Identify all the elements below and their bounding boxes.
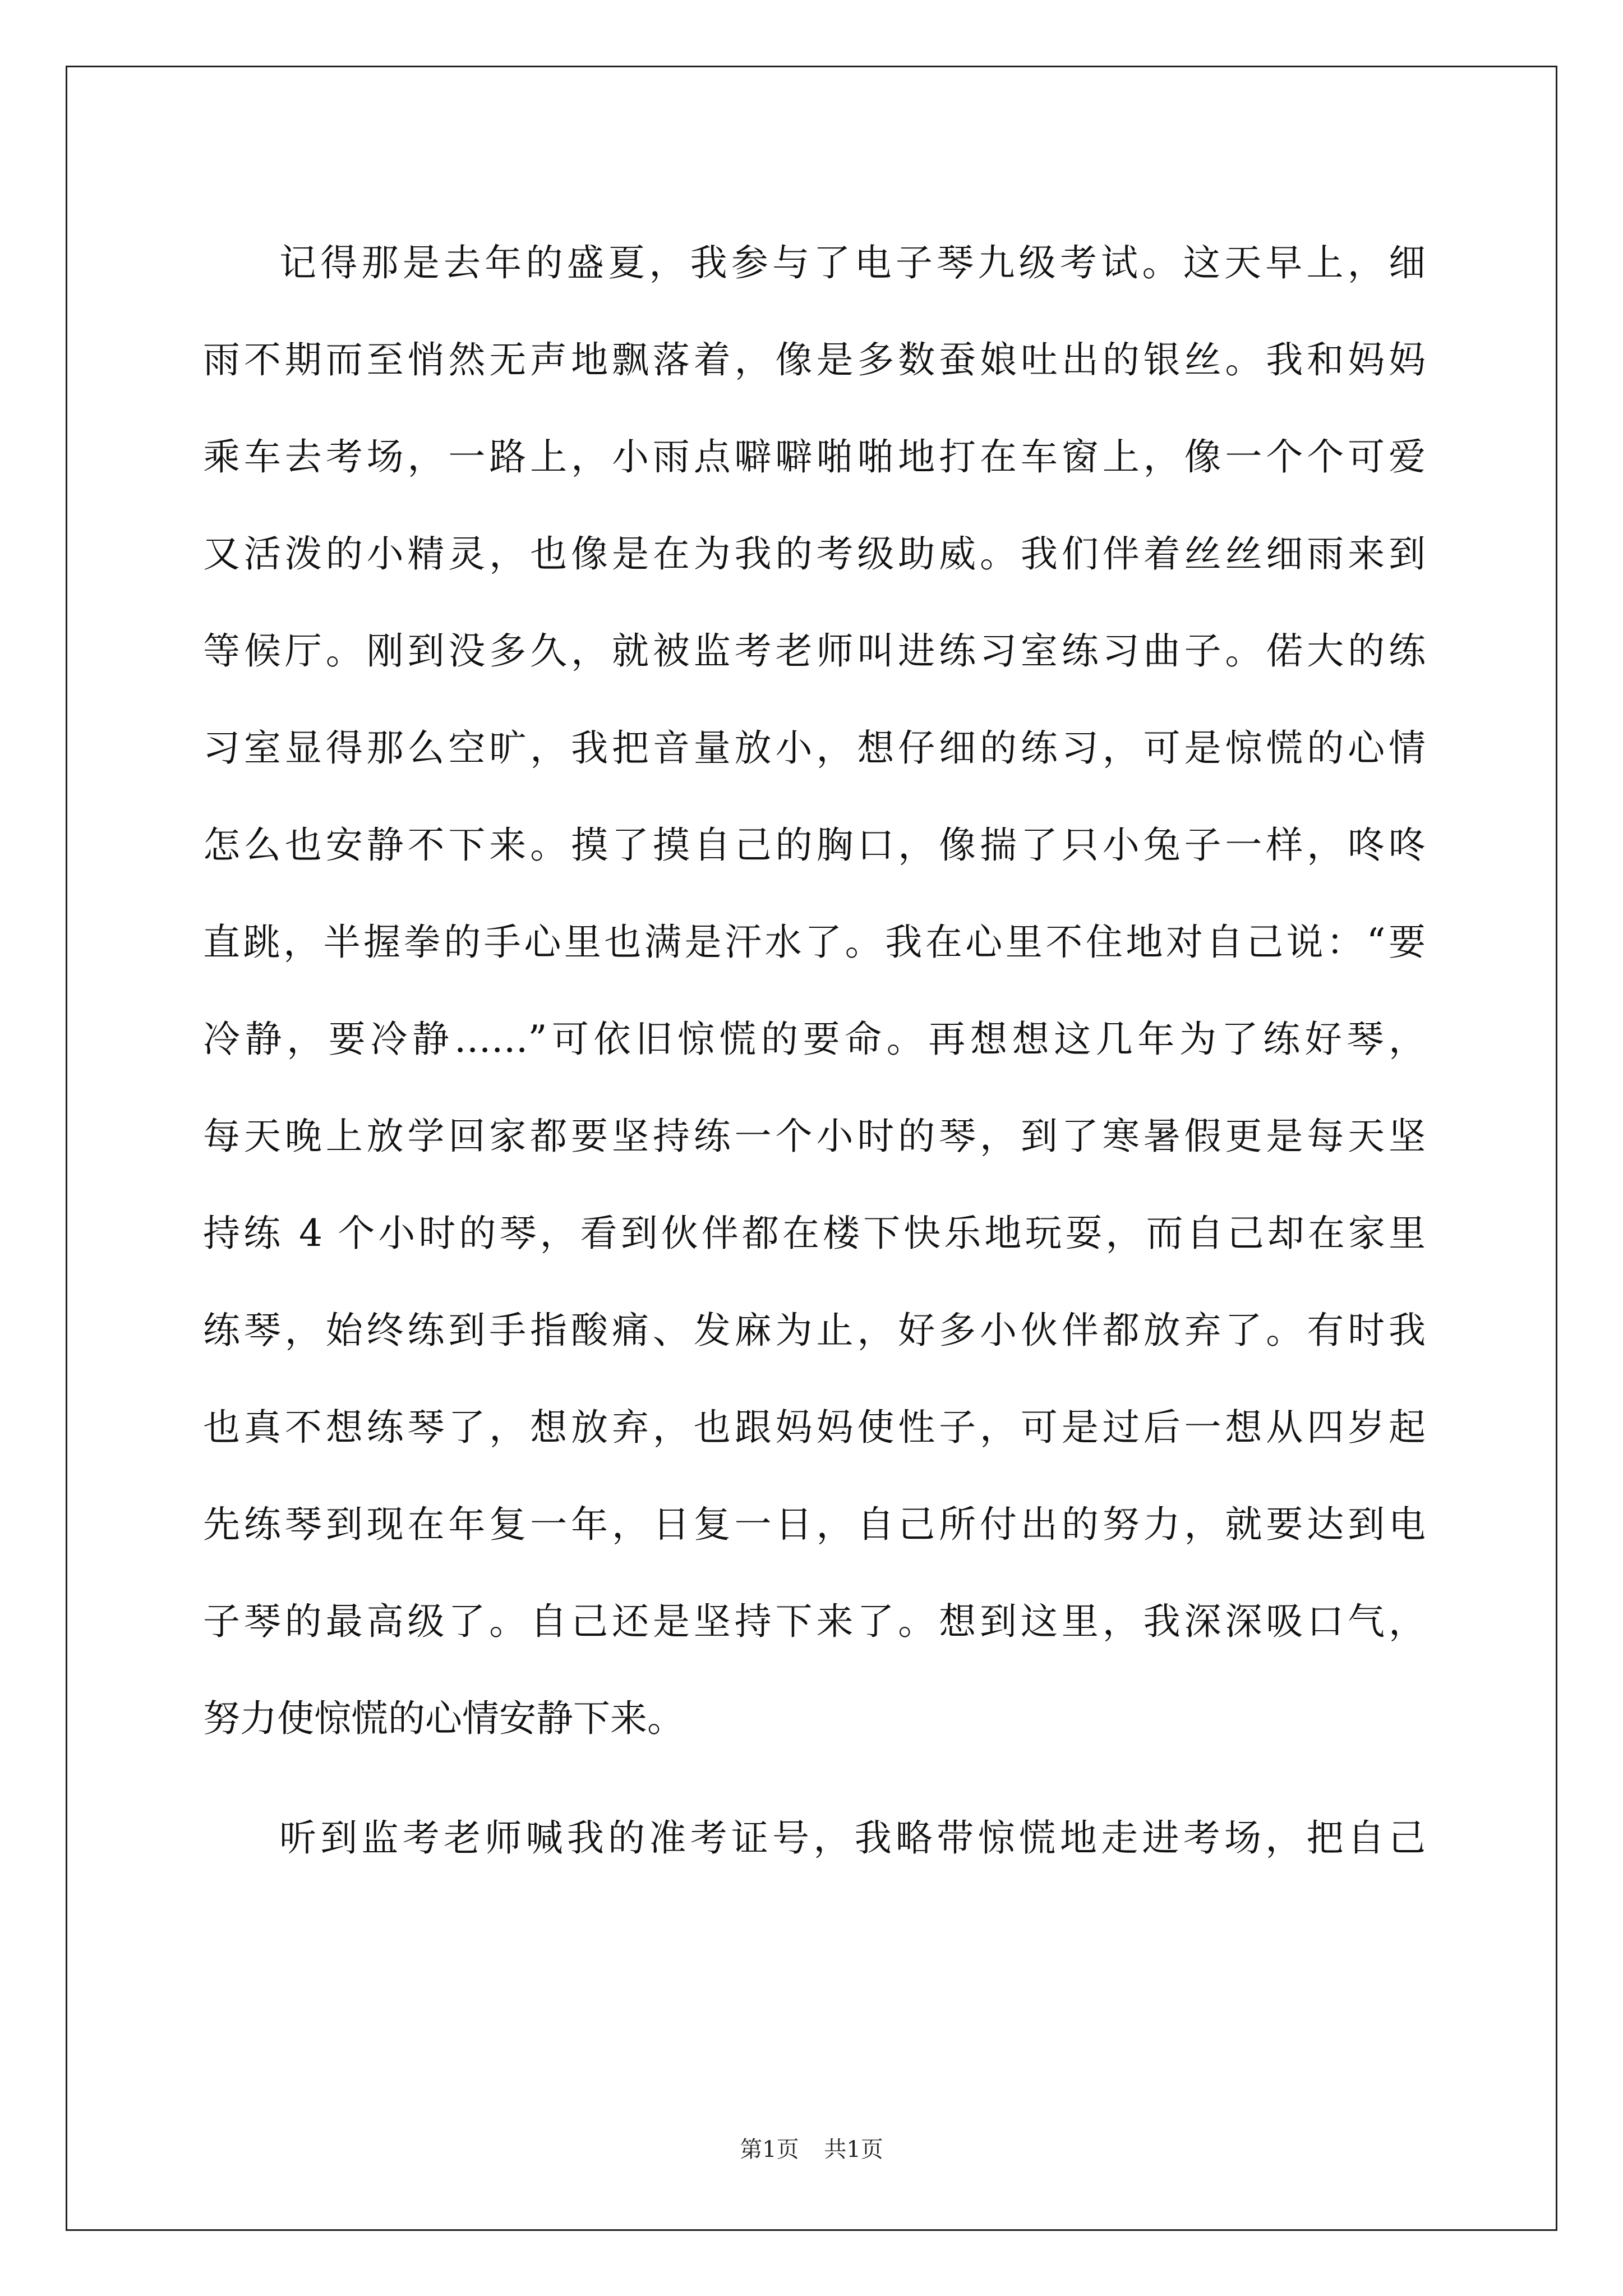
text-line: 乘车去考场，一路上，小雨点噼噼啪啪地打在车窗上，像一个个可爱	[203, 435, 1426, 478]
text-line: 记得那是去年的盛夏，我参与了电子琴九级考试。这天早上，细	[279, 241, 1426, 284]
text-line: 又活泼的小精灵，也像是在为我的考级助威。我们伴着丝丝细雨来到	[203, 532, 1426, 576]
text-line: 习室显得那么空旷，我把音量放小，想仔细的练习，可是惊慌的心情	[203, 726, 1426, 770]
text-line: 每天晚上放学回家都要坚持练一个小时的琴，到了寒暑假更是每天坚	[203, 1115, 1426, 1158]
text-line: 子琴的最高级了。自己还是坚持下来了。想到这里，我深深吸口气，	[203, 1600, 1426, 1643]
text-line: 努力使惊慌的心情安静下来。	[203, 1697, 684, 1740]
text-line: 雨不期而至悄然无声地飘落着，像是多数蚕娘吐出的银丝。我和妈妈	[203, 338, 1426, 381]
text-line: 怎么也安静不下来。摸了摸自己的胸口，像揣了只小兔子一样，咚咚	[203, 823, 1426, 867]
page-number: 第1页	[740, 2137, 799, 2162]
paragraph	[203, 1789, 1426, 1887]
text-line: 也真不想练琴了，想放弃，也跟妈妈使性子，可是过后一想从四岁起	[203, 1406, 1426, 1449]
text-line: 练琴，始终练到手指酸痛、发麻为止，好多小伙伴都放弃了。有时我	[203, 1309, 1426, 1352]
paragraph-gap	[203, 1767, 1426, 1789]
text-line: 听到监考老师喊我的准考证号，我略带惊慌地走进考场，把自己	[279, 1816, 1426, 1860]
text-line: 直跳，半握拳的手心里也满是汗水了。我在心里不住地对自己说：“要	[203, 921, 1426, 964]
document-body	[203, 214, 1426, 1887]
text-line: 等候厅。刚到没多久，就被监考老师叫进练习室练习曲子。偌大的练	[203, 629, 1426, 673]
paragraph	[203, 214, 1426, 1767]
text-line: 先练琴到现在年复一年，日复一日，自己所付出的努力，就要达到电	[203, 1503, 1426, 1546]
page-total: 共1页	[824, 2137, 883, 2162]
text-line: 冷静，要冷静……”可依旧惊慌的要命。再想想这几年为了练好琴，	[203, 1018, 1426, 1061]
page-footer	[0, 2132, 1623, 2164]
text-line: 持练 4 个小时的琴，看到伙伴都在楼下快乐地玩耍，而自己却在家里	[203, 1212, 1426, 1255]
